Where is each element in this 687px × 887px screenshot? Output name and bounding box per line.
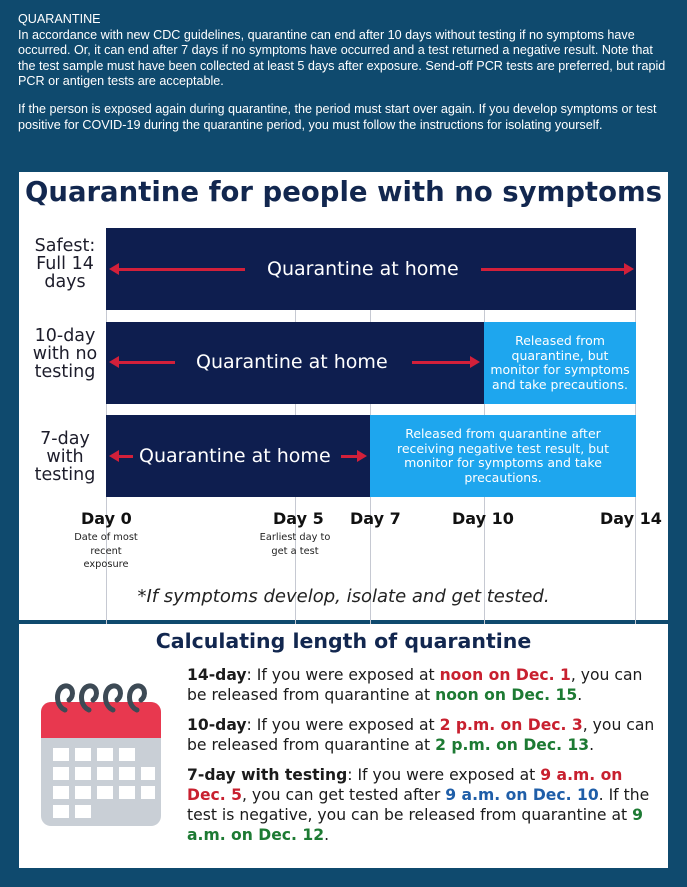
quarantine-timeline-panel — [19, 172, 668, 620]
example-7-day: 7-day with testing: If you were exposed at 9 a.m. on Dec. 5, you can get tested after 9 a.m. on Dec. 10. If the test is negative, you can be released from quarantine at 9 a.m. on Dec. 12. — [187, 766, 650, 844]
arrow-right-icon — [357, 450, 367, 462]
arrow-left-line — [115, 268, 245, 271]
intro-heading: QUARANTINE — [18, 12, 101, 26]
day-label-5: Day 5 — [273, 509, 324, 528]
intro-paragraph-1: In accordance with new CDC guidelines, quarantine can end after 10 days without testing if no symptoms have occurred. Or, it can end after 7 days if no symptoms have occurred and a test returned a negative result. Note that the test sample must have been collected at least 5 days after exposure. Send-off PCR tests are preferred, but rapid PCR or antigen tests are acceptable. — [18, 27, 666, 89]
calendar-icon — [33, 668, 169, 838]
day-note-5: Earliest day to get a test — [259, 532, 331, 557]
example-10-day: 10-day: If you were exposed at 2 p.m. on Dec. 3, you can be released from quarantine at 2 p.m. on Dec. 13. — [187, 716, 655, 754]
released-bar-7-day: Released from quarantine after receiving negative test result, but monitor for symptoms and take precautions. — [370, 415, 636, 497]
arrow-left-line — [115, 361, 175, 364]
day-label-14: Day 14 — [600, 509, 662, 528]
day-label-7: Day 7 — [350, 509, 401, 528]
arrow-right-icon — [470, 356, 480, 368]
arrow-right-line — [412, 361, 471, 364]
day-label-0: Day 0 — [81, 509, 132, 528]
arrow-right-line — [481, 268, 626, 271]
intro-paragraph-2: If the person is exposed again during quarantine, the period must start over again. If you develop symptoms or test positive for COVID-19 during the quarantine period, you must follow the instructions for isolating yourself. — [18, 101, 657, 132]
quarantine-label-14-day: Quarantine at home — [267, 258, 459, 280]
day-note-0: Date of most recent exposure — [74, 532, 138, 570]
quarantine-label-10-day: Quarantine at home — [196, 351, 388, 373]
symptoms-footnote: *If symptoms develop, isolate and get tested. — [137, 586, 550, 607]
example-14-day: 14-day: If you were exposed at noon on Dec. 1, you can be released from quarantine at noon on Dec. 15. — [187, 666, 643, 704]
arrow-right-line — [341, 455, 358, 458]
arrow-left-icon — [109, 450, 119, 462]
calculation-title: Calculating length of quarantine — [155, 629, 532, 653]
arrow-right-icon — [624, 263, 634, 275]
intro-text — [18, 12, 673, 133]
row-label-14-day: Safest: Full 14 days — [34, 236, 96, 292]
released-bar-10-day: Released from quarantine, but monitor for symptoms and take precautions. — [484, 322, 636, 404]
arrow-left-icon — [109, 263, 119, 275]
row-label-10-day: 10-day with no testing — [32, 326, 98, 382]
row-label-7-day: 7-day with testing — [34, 429, 96, 485]
arrow-left-line — [119, 455, 133, 458]
calculation-examples — [187, 665, 662, 855]
arrow-left-icon — [109, 356, 119, 368]
timeline-title: Quarantine for people with no symptoms — [24, 176, 662, 208]
quarantine-label-7-day: Quarantine at home — [139, 445, 331, 467]
calculation-panel — [19, 624, 668, 868]
day-label-10: Day 10 — [452, 509, 514, 528]
